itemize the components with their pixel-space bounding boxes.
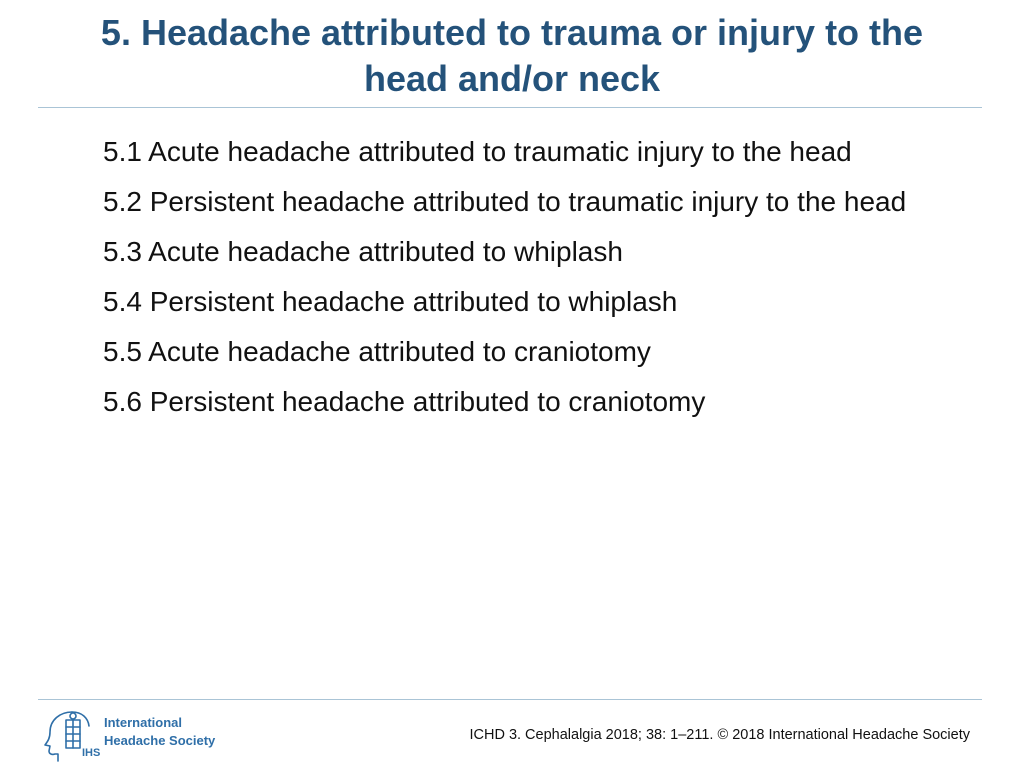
list-item: 5.3 Acute headache attributed to whiplash — [103, 236, 623, 267]
list-item: 5.5 Acute headache attributed to craniotomy — [103, 336, 651, 367]
list-item: 5.1 Acute headache attributed to traumatic injury to the head — [103, 136, 852, 167]
logo-line-1: International — [104, 715, 183, 730]
footer-divider — [38, 699, 982, 700]
logo-line-2: Headache Society — [104, 733, 216, 748]
citation: ICHD 3. Cephalalgia 2018; 38: 1–211. © 2018 International Headache Society — [469, 727, 970, 743]
list-item: 5.6 Persistent headache attributed to craniotomy — [103, 386, 706, 417]
title-divider — [38, 107, 982, 108]
classification-list — [103, 134, 973, 434]
slide-title: 5. Headache attributed to trauma or injury to the head and/or neck — [100, 12, 924, 99]
logo-text — [104, 714, 215, 750]
list-item: 5.4 Persistent headache attributed to whiplash — [103, 286, 678, 317]
ihs-logo — [42, 708, 242, 764]
logo-monogram: IHS — [82, 747, 101, 759]
head-profile-icon — [42, 708, 102, 764]
list-item: 5.2 Persistent headache attributed to traumatic injury to the head — [103, 186, 907, 217]
